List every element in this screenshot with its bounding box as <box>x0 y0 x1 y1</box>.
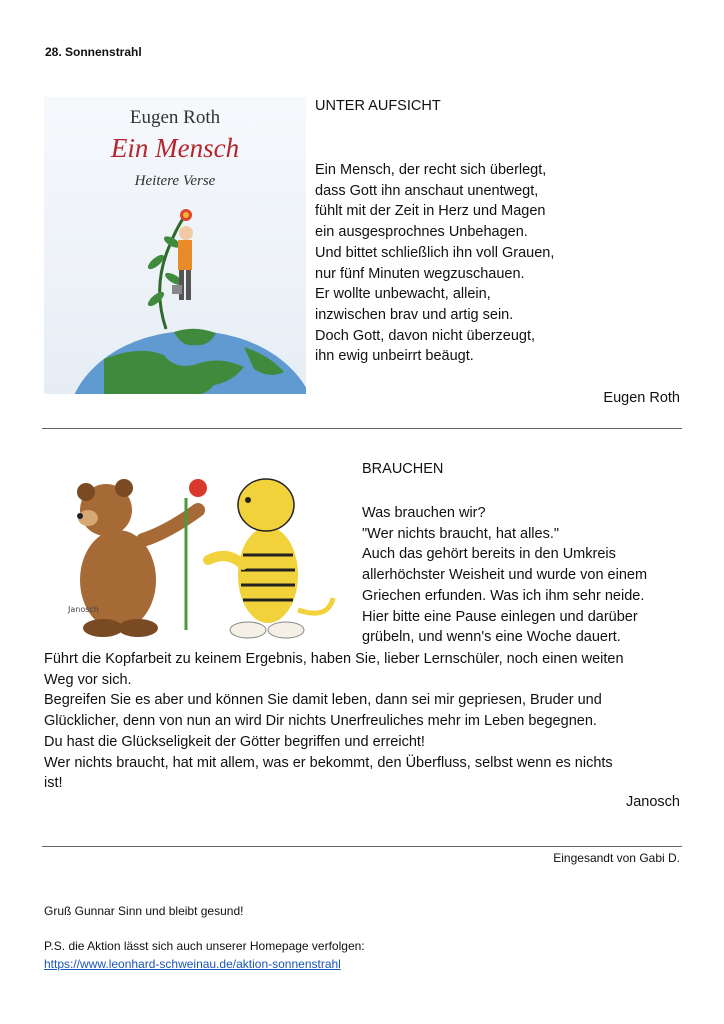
poem-line: Doch Gott, davon nicht überzeugt, <box>315 327 536 344</box>
book-cover-image <box>44 97 306 394</box>
poem-line: Auch das gehört bereits in den Umkreis <box>362 546 616 563</box>
poem-line: Weg vor sich. <box>44 671 132 688</box>
page-heading: 28. Sonnenstrahl <box>45 45 142 59</box>
poem1-title: UNTER AUFSICHT <box>315 98 441 114</box>
poem-line: ist! <box>44 775 63 792</box>
poem2-body-right <box>362 503 682 648</box>
poem-line: ihn ewig unbeirrt beäugt. <box>315 348 474 365</box>
poem-line: Wer nichts braucht, hat mit allem, was er bekommt, den Überfluss, selbst wenn es nichts <box>44 754 613 771</box>
poem-line: inzwischen brav und artig sein. <box>315 306 514 323</box>
bear-tiger-illustration <box>58 470 343 645</box>
greeting: Gruß Gunnar Sinn und bleibt gesund! <box>44 904 244 918</box>
poem-line: Hier bitte eine Pause einlegen und darüber <box>362 608 638 625</box>
poem2-title: BRAUCHEN <box>362 461 444 477</box>
book-subtitle: Heitere Verse <box>134 173 216 189</box>
poem-line: dass Gott ihn anschaut unentwegt, <box>315 182 539 199</box>
homepage-link[interactable]: https://www.leonhard-schweinau.de/aktion-sonnenstrahl <box>44 957 341 971</box>
divider <box>42 428 682 429</box>
poem-line: Er wollte unbewacht, allein, <box>315 286 491 303</box>
poem-line: Führt die Kopfarbeit zu keinem Ergebnis, haben Sie, lieber Lernschüler, noch einen weiten <box>44 651 624 667</box>
poem-line: Du hast die Glückseligkeit der Götter begriffen und erreicht! <box>44 733 425 750</box>
poem1-body <box>315 160 554 367</box>
postscript <box>44 937 365 973</box>
poem-line: Was brauchen wir? <box>362 505 486 521</box>
globe-man-flower-illustration <box>44 97 306 394</box>
illustration-signature: Janosch <box>68 605 99 614</box>
poem-line: Begreifen Sie es aber und können Sie damit leben, dann sei mir gepriesen, Bruder und <box>44 692 602 709</box>
poem-line: Griechen erfunden. Was ich ihm sehr neide. <box>362 587 645 604</box>
poem-line: Ein Mensch, der recht sich überlegt, <box>315 162 547 178</box>
poem-line: "Wer nichts braucht, hat alles." <box>362 525 560 542</box>
poem-line: grübeln, und wenn's eine Woche dauert. <box>362 629 621 646</box>
poem2-author: Janosch <box>625 794 680 810</box>
poem1-author: Eugen Roth <box>603 390 680 406</box>
poem-line: Glücklicher, denn von nun an wird Dir nichts Unerfreuliches mehr im Leben begegnen. <box>44 713 597 730</box>
poem-line: nur fünf Minuten wegzuschauen. <box>315 265 525 282</box>
poem-line: Und bittet schließlich ihn voll Grauen, <box>315 244 555 261</box>
poem2-body-full <box>44 649 684 794</box>
sent-by: Eingesandt von Gabi D. <box>553 851 680 865</box>
book-author: Eugen Roth <box>129 107 221 128</box>
ps-text: P.S. die Aktion lässt sich auch unserer Homepage verfolgen: <box>44 939 365 953</box>
divider <box>42 846 682 847</box>
poem-line: allerhöchster Weisheit und wurde von einem <box>362 567 648 584</box>
poem-line: ein ausgesprochnes Unbehagen. <box>315 224 528 241</box>
book-title: Ein Mensch <box>110 133 240 163</box>
poem-line: fühlt mit der Zeit in Herz und Magen <box>315 203 546 220</box>
